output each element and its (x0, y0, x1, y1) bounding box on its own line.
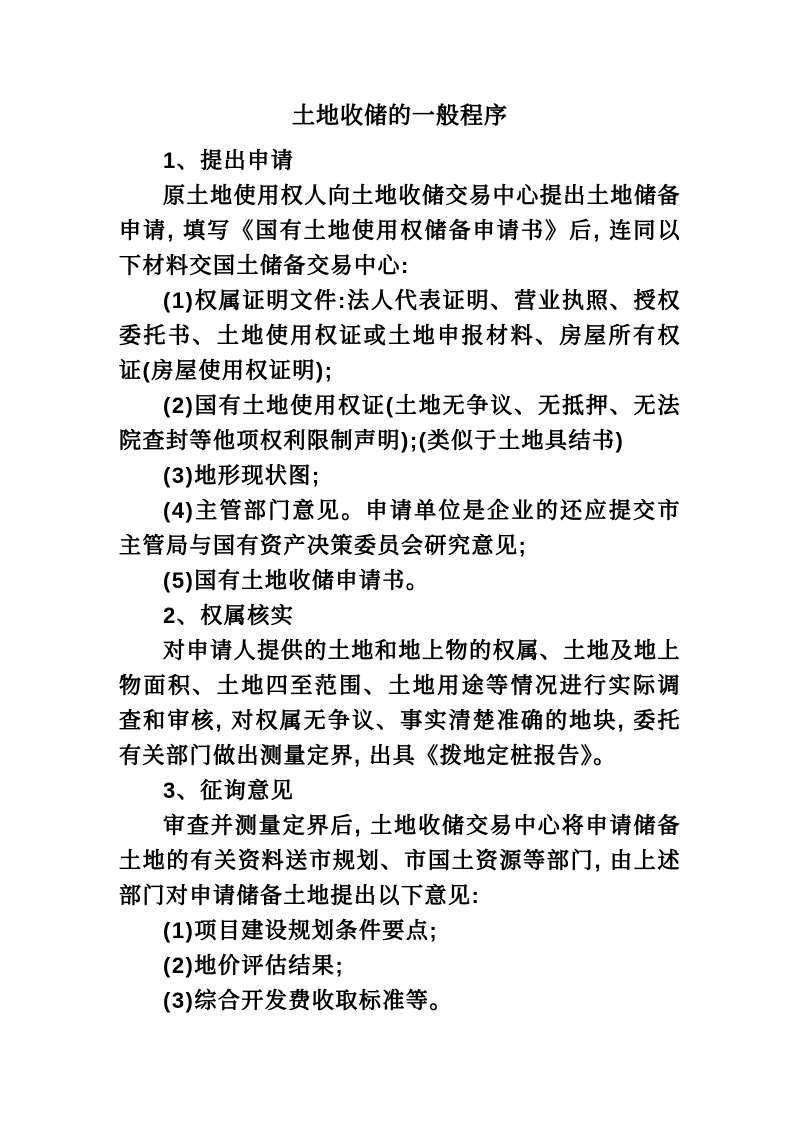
paragraph: 对申请人提供的土地和地上物的权属、土地及地上物面积、土地四至范围、土地用途等情况进行实际调查和审核, 对权属无争议、事实清楚准确的地块, 委托有关部门做出测量定界, 出具《拨地定桩报告》。 (119, 638, 681, 768)
paragraph-list-item: (4)主管部门意见。申请单位是企业的还应提交市主管局与国有资产决策委员会研究意见; (119, 498, 681, 558)
paragraph-list-item: (5)国有土地收储申请书。 (163, 568, 430, 593)
paragraph-list-item: (3)综合开发费收取标准等。 (163, 988, 453, 1013)
paragraph-list-item: (2)地价评估结果; (163, 953, 345, 978)
paragraph-list-item: (3)地形现状图; (163, 463, 321, 488)
paragraph-heading-2: 2、权属核实 (163, 603, 295, 628)
paragraph-heading-3: 3、征询意见 (163, 778, 295, 803)
paragraph-list-item: (1)权属证明文件:法人代表证明、营业执照、授权委托书、土地使用权证或土地申报材料、房屋所有权证(房屋使用权证明); (119, 288, 681, 383)
paragraph: 审查并测量定界后, 土地收储交易中心将申请储备土地的有关资料送市规划、市国土资源等部门, 由上述部门对申请储备土地提出以下意见: (119, 813, 681, 908)
paragraph: 原土地使用权人向土地收储交易中心提出土地储备申请, 填写《国有土地使用权储备申请书》后, 连同以下材料交国土储备交易中心: (119, 183, 681, 278)
paragraph-heading-1: 1、提出申请 (163, 148, 295, 173)
paragraph-list-item: (1)项目建设规划条件要点; (163, 918, 439, 943)
document-content (119, 97, 681, 1018)
document-title: 土地收储的一般程序 (292, 102, 508, 128)
paragraph-list-item: (2)国有土地使用权证(土地无争议、无抵押、无法院查封等他项权利限制声明);(类似于土地具结书) (119, 393, 681, 453)
